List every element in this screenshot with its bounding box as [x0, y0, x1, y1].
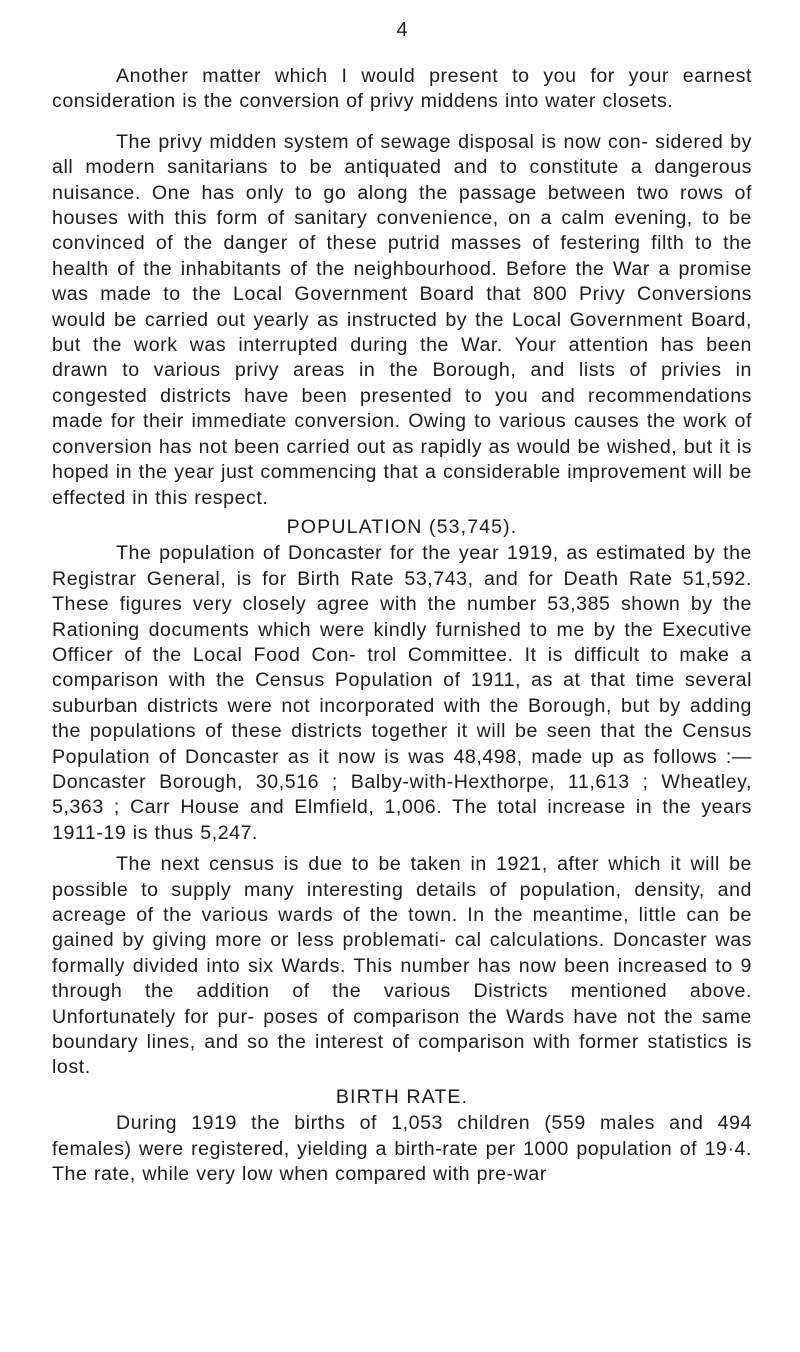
paragraph-next-census: The next census is due to be taken in 1921, after which it will be possible to supply many interesting details of population, density, and acreage of the various wards of the town. In the meantime, little can be gained by giving more or less problemati- cal calculations. Doncaster was formally divided into six Wards. This number has now been increased to 9 through the addition of the various Districts mentioned above. Unfortunately for pur- poses of comparison the Wards have not the same boundary lines, and so the interest of comparison with former statistics is lost. [52, 853, 752, 1079]
heading-population: POPULATION (53,745). [286, 515, 518, 538]
paragraph-population-estimate: The population of Doncaster for the year 1919, as estimated by the Registrar General, is for Birth Rate 53,743, and for Death Rate 51,592. These figures very closely agree with the number 53,385 shown by the Rationing documents which were kindly furnished to me by the Executive Officer of the Local Food Con- trol Committee. It is difficult to make a comparison with the Census Population of 1911, as at that time several suburban districts were not incorporated with the Borough, but by adding the populations of these districts together it will be seen that the Census Population of Doncaster as it now is was 48,498, made up as follows :—Doncaster Borough, 30,516 ; Balby-with-Hexthorpe, 11,613 ; Wheatley, 5,363 ; Carr House and Elmfield, 1,006. The total increase in the years 1911-19 is thus 5,247. [52, 542, 752, 844]
page-number: 4 [396, 19, 408, 41]
paragraph-births-1919: During 1919 the births of 1,053 children (559 males and 494 females) were registered, yielding a birth-rate per 1000 population of 19·4. The rate, while very low when compared with pre-war [52, 1112, 752, 1186]
paragraph-privy-conversion-intro: Another matter which I would present to you for your earnest consideration is the conversion of privy middens into water closets. [52, 65, 752, 113]
paragraph-privy-midden-system: The privy midden system of sewage disposal is now con- sidered by all modern sanitarians to be antiquated and to constitute a dangerous nuisance. One has only to go along the passage between two rows of houses with this form of sanitary convenience, on a calm evening, to be convinced of the danger of these putrid masses of festering filth to the health of the inhabitants of the neighbourhood. Before the War a promise was made to the Local Government Board that 800 Privy Conversions would be carried out yearly as instructed by the Local Government Board, but the work was interrupted during the War. Your attention has been drawn to various privy areas in the Borough, and lists of privies in congested districts have been presented to you and recommendations made for their immediate conversion. Owing to various causes the work of conversion has not been carried out as rapidly as would be wished, but it is hoped in the year just commencing that a considerable improvement will be effected in this respect. [52, 130, 752, 509]
heading-birth-rate: BIRTH RATE. [335, 1085, 469, 1108]
